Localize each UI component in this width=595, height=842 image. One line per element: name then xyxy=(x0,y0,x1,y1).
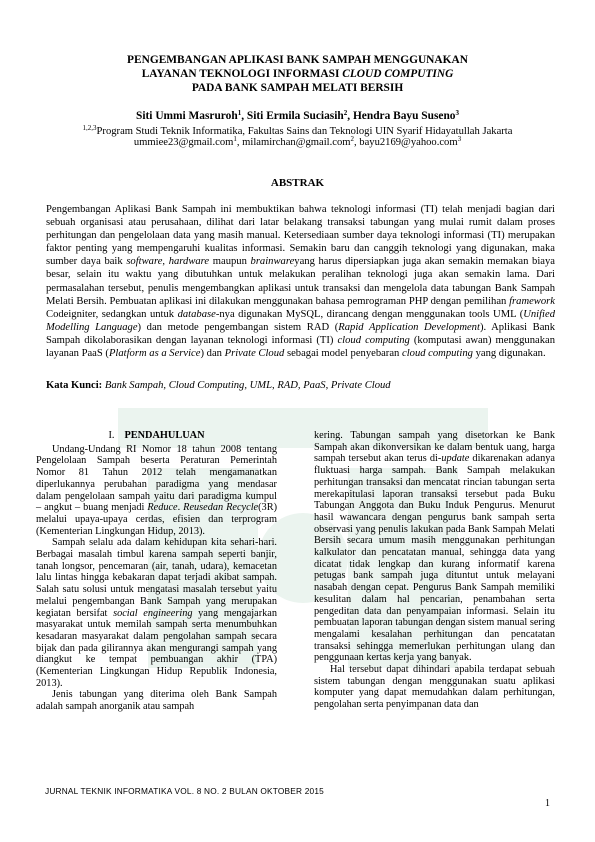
author-emails: ummiee23@gmail.com$^1$, milamirchan@gmail.com$^2$, bayu2169@yahoo.com$^3$ xyxy=(133,135,462,148)
paragraph: Undang-Undang RI Nomor 18 tahun 2008 tentang Pengelolaan Sampah beserta Peraturan Pemerintah Nomor 81 Tahun 2012 telah mengamanatkan diperlukannya perubahan paradigma yang mendasar dalam pengelolaan sampah yaitu dari paradigma kumpul – angkut – buang menjadi Reduce. Reusedan Recycle(3R) melalui upaya-upaya cerdas, efisien dan terprogram (Kementerian Lingkungan Hidup, 2013). xyxy=(36,443,277,537)
paragraph: Sampah selalu ada dalam kehidupan kita sehari-hari. Berbagai masalah timbul karena sampah seperti banjir, tanah longsor, pencemaran (air, tanah, udara), kemacetan lalu lintas hingga kebakaran dapat terjadi akibat sampah. Salah satu solusi untuk mengatasi masalah tersebut yaitu melalui pengembangan Bank Sampah yang merupakan kegiatan bersifat social engineering yang mengajarkan masyarakat untuk memilah sampah serta menumbuhkan kesadaran masyarakat dalam pengolahan sampah secara bijak dan pada gilirannya akan mengurangi sampah yang diangkut ke tempat pembuangan akhir (TPA) (Kementerian Lingkungan Hidup Republik Indonesia, 2013). xyxy=(36,537,277,689)
keywords-label: Kata Kunci: xyxy=(46,380,103,391)
author-list: Siti Ummi Masruroh$^1$, Siti Ermila Suciasih$^2$, Hendra Bayu Suseno$^3$ xyxy=(136,109,459,122)
left-column xyxy=(36,430,277,713)
paragraph: Hal tersebut dapat dihindari apabila terdapat sebuah sistem tabungan dengan menggunakan suatu aplikasi komputer yang dapat memudahkan dalam perhitungan, pengolahan serta penyimpanan data dan xyxy=(314,664,555,711)
keywords xyxy=(46,380,555,391)
paper-title xyxy=(60,53,535,95)
journal-footer: JURNAL TEKNIK INFORMATIKA VOL. 8 NO. 2 BULAN OKTOBER 2015 xyxy=(45,786,324,796)
title-line-2: LAYANAN TEKNOLOGI INFORMASI CLOUD COMPUTING xyxy=(141,68,454,80)
paragraph: kering. Tabungan sampah yang disetorkan ke Bank Sampah akan dikonversikan ke dalam bentuk uang, harga sampah tersebut akan terus di-update dikarenakan adanya fluktuasi harga sampah. Bank Sampah melakukan perhitungan transaksi dan mencatat rincian tabungan serta merekapitulasi laporan transaksi tersebut pada Buku Tabungan Anggota dan Buku Induk Pengurus. Menurut hasil wawancara dengan pengurus bank sampah serta observasi yang penulis lakukan pada Bank Sampah Melati Bersih secara umum masih menggunakan perhitungan kalkulator dan pencatatan manual, sehingga data yang dicatat tidak lengkap dan kurang informatif karena petugas bank sampah juga dituntut untuk melayani nasabah dengan cepat. Pengurus Bank Sampah memiliki kesulitan dalam hal pencarian, penambahan serta pengeditan data dan penyampaian informasi. Selain itu pembuatan laporan tabungan dengan sistem manual sering mengalami kesalahan perhitungan dan pencatatan transaksi sehingga memerlukan perhitungan ulang dan penggunaan kertas kerja yang banyak. xyxy=(314,430,555,664)
abstract-text: Pengembangan Aplikasi Bank Sampah ini membuktikan bahwa teknologi informasi (TI) telah menjadi bagian dari sebuah organisasi atau perusahaan, dilihat dari latar belakang transaksi tabungan yang mulai rumit dalam proses perhitungan dan pengelolaan data yang masih manual. Ketersediaan sumber daya teknologi informasi (TI) merupakan faktor penting yang mempengaruhi kualitas informasi. Semakin baru dan canggih teknologi yang digunakan, maka sumber daya baik software, hardware maupun brainwareyang harus dipersiapkan juga akan semakin memakan biaya besar, selain itu waktu yang dibutuhkan untuk melakukan peralihan teknologi juga akan semakin lama. Dari permasalahan tersebut, penulis mengembangkan aplikasi untuk transaksi dan mengelola data tabungan Bank Sampah Melati Bersih. Pembuatan aplikasi ini dilakukan menggunakan bahasa pemrograman PHP dengan pemilihan framework Codeigniter, sedangkan untuk database-nya digunakan MySQL, dirancang dengan menggunakan tools UML (Unified Modelling Language) dan metode pengembangan sistem RAD (Rapid Application Development). Aplikasi Bank Sampah dikolaborasikan dengan layanan teknologi informasi (TI) cloud computing (komputasi awan) menggunakan layanan PaaS (Platform as a Service) dan Private Cloud sebagai model penyebaran cloud computing yang digunakan. xyxy=(46,204,556,360)
paragraph: Jenis tabungan yang diterima oleh Bank Sampah adalah sampah anorganik atau sampah xyxy=(36,689,277,713)
keywords-value: Bank Sampah, Cloud Computing, UML, RAD, PaaS, Private Cloud xyxy=(104,380,391,391)
section-heading: I. PENDAHULUAN xyxy=(108,430,205,441)
abstract-heading: ABSTRAK xyxy=(270,177,325,189)
affiliation: $^{1,2,3}$Program Studi Teknik Informatika, Fakultas Sains dan Teknologi UIN Syarif Hidayatullah Jakarta xyxy=(82,124,513,137)
page-number: 1 xyxy=(545,798,550,809)
title-line-3: PADA BANK SAMPAH MELATI BERSIH xyxy=(191,82,404,94)
title-line-1: PENGEMBANGAN APLIKASI BANK SAMPAH MENGGUNAKAN xyxy=(127,54,468,66)
right-column xyxy=(314,430,555,711)
